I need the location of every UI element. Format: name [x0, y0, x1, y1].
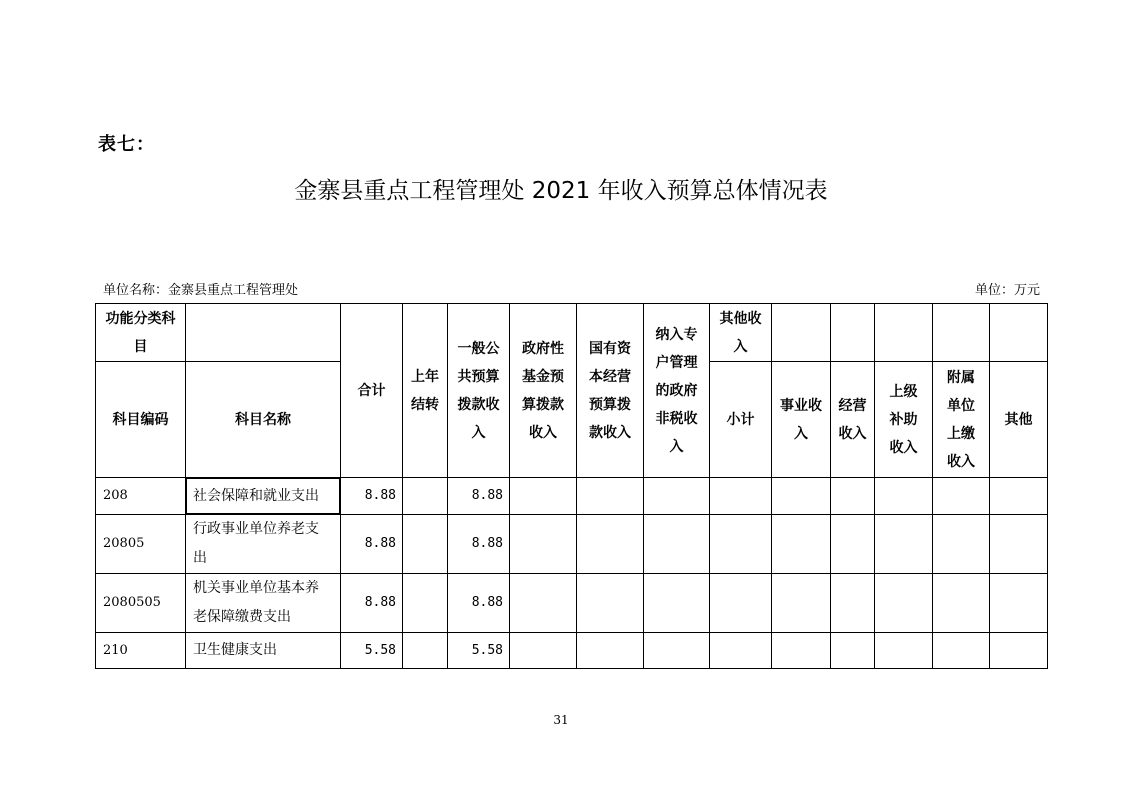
row-general: 5.58 — [448, 633, 510, 669]
table-row — [96, 633, 1048, 669]
row-cell — [577, 515, 644, 574]
row-general: 8.88 — [448, 515, 510, 574]
row-cell — [875, 633, 933, 669]
row-code: 2080505 — [96, 574, 186, 633]
header-blank — [990, 304, 1048, 362]
header-affiliated-unit: 附属 单位 上缴 收入 — [933, 362, 990, 478]
header-government-fund: 政府性 基金预 算拨款 收入 — [510, 304, 577, 478]
row-code: 210 — [96, 633, 186, 669]
row-cell — [875, 574, 933, 633]
row-cell — [644, 574, 710, 633]
header-blank — [772, 304, 831, 362]
row-name: 卫生健康支出 — [186, 633, 341, 669]
row-cell — [710, 633, 772, 669]
row-cell — [990, 574, 1048, 633]
row-cell — [710, 574, 772, 633]
header-blank — [933, 304, 990, 362]
unit-label: 单位：万元 — [974, 283, 1040, 298]
row-cell — [644, 478, 710, 515]
row-cell — [831, 478, 875, 515]
row-cell — [403, 478, 448, 515]
header-subtotal: 小计 — [710, 362, 772, 478]
row-cell — [510, 515, 577, 574]
row-cell — [933, 515, 990, 574]
row-code: 20805 — [96, 515, 186, 574]
header-code: 科目编码 — [96, 362, 186, 478]
row-name: 机关事业单位基本养 老保障缴费支出 — [186, 574, 341, 633]
row-cell — [990, 478, 1048, 515]
header-function-classification: 功能分类科 目 — [96, 304, 186, 362]
header-special-account: 纳入专 户管理 的政府 非税收 入 — [644, 304, 710, 478]
row-cell — [772, 515, 831, 574]
row-total: 8.88 — [341, 574, 403, 633]
row-cell — [644, 515, 710, 574]
table-row — [96, 574, 1048, 633]
header-blank — [831, 304, 875, 362]
header-other-income-group: 其他收 入 — [710, 304, 772, 362]
table-row — [96, 515, 1048, 574]
header-name: 科目名称 — [186, 362, 341, 478]
table-row — [96, 478, 1048, 515]
row-total: 8.88 — [341, 478, 403, 515]
header-carryover: 上年 结转 — [403, 304, 448, 478]
budget-table — [95, 303, 1048, 669]
row-cell — [990, 633, 1048, 669]
row-cell — [831, 633, 875, 669]
header-superior-subsidy: 上级 补助 收入 — [875, 362, 933, 478]
row-name: 行政事业单位养老支 出 — [186, 515, 341, 574]
row-cell — [577, 633, 644, 669]
row-cell — [831, 515, 875, 574]
row-total: 8.88 — [341, 515, 403, 574]
row-cell — [990, 515, 1048, 574]
row-general: 8.88 — [448, 478, 510, 515]
row-cell — [510, 633, 577, 669]
header-total: 合计 — [341, 304, 403, 478]
row-cell — [710, 478, 772, 515]
row-general: 8.88 — [448, 574, 510, 633]
row-name: 社会保障和就业支出 — [186, 478, 341, 515]
row-cell — [403, 515, 448, 574]
row-cell — [403, 633, 448, 669]
row-cell — [577, 478, 644, 515]
page-number: 31 — [553, 713, 569, 727]
row-cell — [933, 633, 990, 669]
row-cell — [510, 478, 577, 515]
row-code: 208 — [96, 478, 186, 515]
row-cell — [772, 574, 831, 633]
row-cell — [933, 574, 990, 633]
row-cell — [403, 574, 448, 633]
row-cell — [933, 478, 990, 515]
row-total: 5.58 — [341, 633, 403, 669]
row-cell — [831, 574, 875, 633]
header-operating-income: 经营 收入 — [831, 362, 875, 478]
row-cell — [644, 633, 710, 669]
header-other: 其他 — [990, 362, 1048, 478]
row-cell — [875, 478, 933, 515]
header-blank — [875, 304, 933, 362]
unit-name-label: 单位名称：金寨县重点工程管理处 — [103, 283, 299, 298]
row-cell — [577, 574, 644, 633]
header-business-income: 事业收 入 — [772, 362, 831, 478]
row-cell — [772, 633, 831, 669]
row-cell — [875, 515, 933, 574]
row-cell — [772, 478, 831, 515]
header-blank — [186, 304, 341, 362]
row-cell — [510, 574, 577, 633]
table-label: 表七： — [98, 134, 155, 155]
page-title: 金寨县重点工程管理处 2021 年收入预算总体情况表 — [294, 178, 828, 204]
header-general-budget: 一般公 共预算 拨款收 入 — [448, 304, 510, 478]
row-cell — [710, 515, 772, 574]
header-state-capital: 国有资 本经营 预算拨 款收入 — [577, 304, 644, 478]
